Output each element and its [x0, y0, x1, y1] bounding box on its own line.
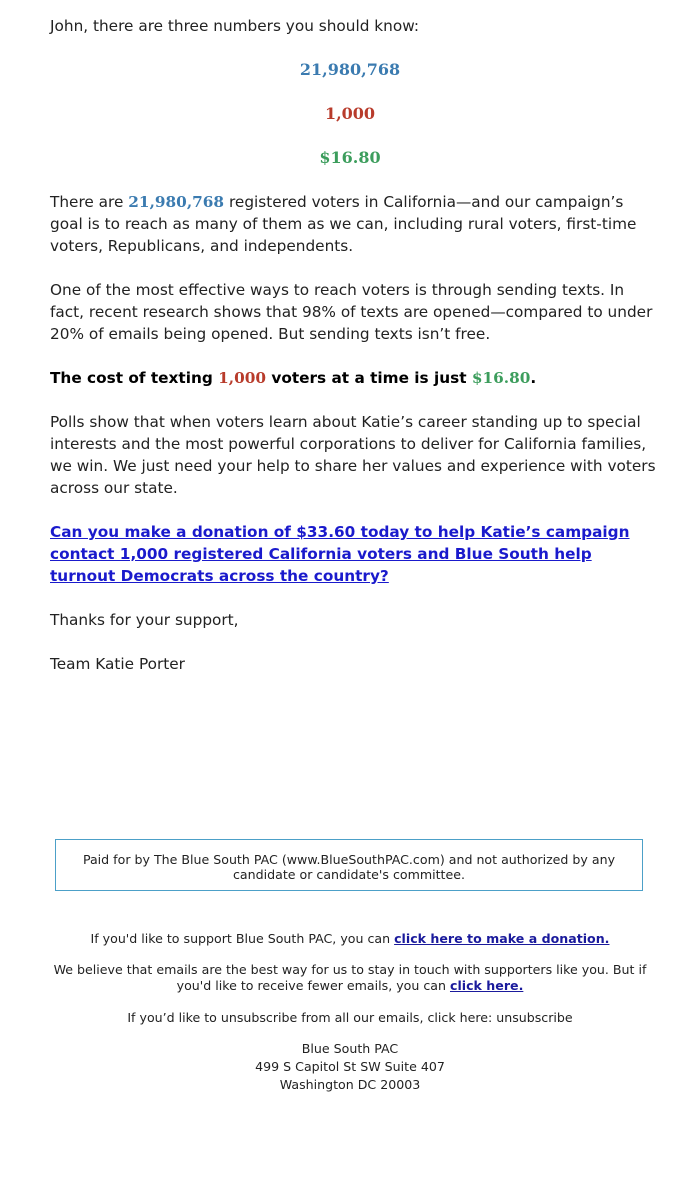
- paragraph-voters-post: registered voters in California—and our campaign’s goal is to reach as many of them as we can, including rural voters, first-time voters, Republicans, and independents.: [50, 193, 637, 255]
- number-cost: $16.80: [319, 148, 381, 167]
- number-batch: 1,000: [324, 104, 376, 123]
- paid-for-disclaimer: Paid for by The Blue South PAC (www.BlueSouthPAC.com) and not authorized by any candidate or candidate's committee.: [55, 839, 643, 891]
- address-line-street: 499 S Capitol St SW Suite 407: [255, 1059, 445, 1074]
- donate-link[interactable]: click here to make a donation.: [394, 931, 610, 946]
- address-line-city: Washington DC 20003: [279, 1077, 421, 1092]
- footer-address: [50, 1040, 650, 1094]
- inline-number-batch: 1,000: [218, 369, 267, 387]
- paragraph-cost: [50, 367, 660, 389]
- number-voters: 21,980,768: [299, 60, 401, 79]
- footer-fewer-emails: [50, 962, 650, 994]
- paragraph-polls: Polls show that when voters learn about Katie’s career standing up to special interests and the most powerful corporations to deliver for California families, we win. We just need your help to share her values and experience with voters across our state.: [50, 413, 656, 497]
- paragraph-texts: One of the most effective ways to reach voters is through sending texts. In fact, recent research shows that 98% of texts are opened—compared to under 20% of emails being opened. But sending texts isn’t free.: [50, 281, 653, 343]
- paragraph-cost-mid: voters at a time is just: [266, 369, 472, 387]
- address-line-org: Blue South PAC: [301, 1041, 399, 1056]
- thanks-line: Thanks for your support,: [50, 611, 239, 629]
- paragraph-voters: [50, 191, 660, 257]
- inline-number-voters: 21,980,768: [128, 193, 225, 211]
- footer-unsubscribe[interactable]: If you’d like to unsubscribe from all our emails, click here: unsubscribe: [127, 1010, 573, 1025]
- greeting: John, there are three numbers you should know:: [50, 17, 420, 35]
- donation-cta-link[interactable]: Can you make a donation of $33.60 today to help Katie’s campaign contact 1,000 registered California voters and Blue South help turnout Democrats across the country?: [50, 523, 630, 585]
- fewer-emails-link[interactable]: click here.: [449, 978, 524, 993]
- footer-support-text: If you'd like to support Blue South PAC, you can: [90, 931, 395, 946]
- cta-paragraph: [50, 521, 660, 587]
- paragraph-cost-post: .: [530, 369, 537, 387]
- inline-number-cost: $16.80: [471, 369, 531, 387]
- footer-support: [50, 931, 650, 947]
- signature: Team Katie Porter: [50, 655, 185, 673]
- paragraph-voters-pre: There are: [50, 193, 129, 211]
- footer-fewer-text: We believe that emails are the best way for us to stay in touch with supporters like you. But if you'd like to receive fewer emails, you can: [53, 962, 647, 993]
- paragraph-cost-pre: The cost of texting: [50, 369, 219, 387]
